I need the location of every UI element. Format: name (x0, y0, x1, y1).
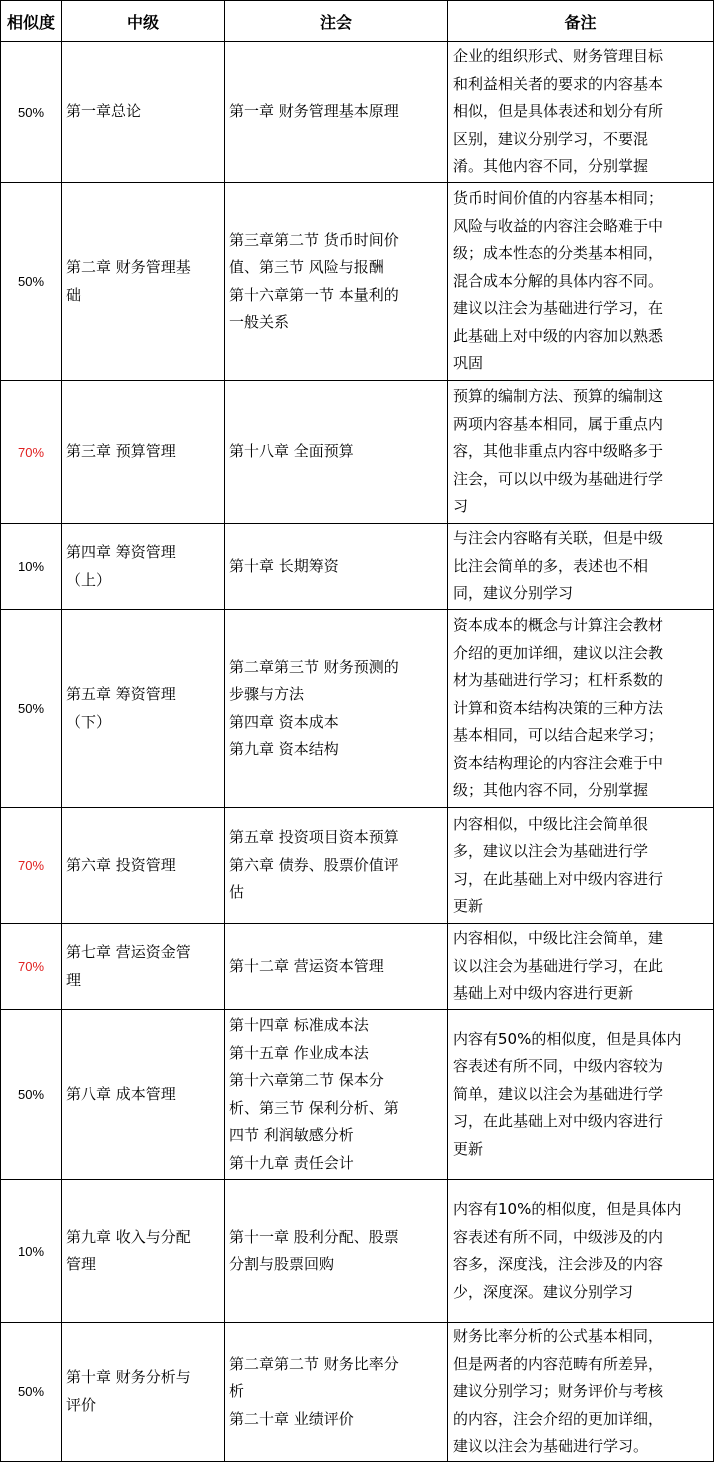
cell-line: 但是两者的内容范畴有所差异， (453, 1354, 664, 1373)
cell-line: 计算和资本结构决策的三种方法 (453, 698, 664, 717)
cpa-chapter-cell (225, 610, 448, 808)
cell-line: 风险与收益的内容注会略难于中 (453, 216, 664, 235)
table-row (1, 183, 714, 381)
cell-line: 区别，建议分别学习，不要混 (453, 129, 649, 148)
cell-line: 货币时间价值的内容基本相同； (453, 189, 664, 208)
cell-line: 第四章 资本成本 (229, 712, 339, 731)
header-intermediate: 中级 (62, 1, 225, 42)
table-row (1, 1180, 714, 1323)
cell-line: 第一章总论 (66, 102, 142, 121)
header-notes: 备注 (448, 1, 714, 42)
intermediate-chapter-cell (62, 381, 225, 524)
cell-line: 介绍的更加详细，建议以注会教 (453, 643, 664, 662)
notes-cell (448, 610, 714, 808)
cell-line: （下） (66, 712, 112, 731)
cell-line: 第十五章 作业成本法 (229, 1043, 369, 1062)
intermediate-chapter-cell (62, 42, 225, 183)
cpa-chapter-cell (225, 1323, 448, 1462)
cell-line: 第十章 财务分析与 (66, 1368, 191, 1387)
similarity-cell: 50% (1, 183, 62, 381)
similarity-cell: 50% (1, 42, 62, 183)
notes-cell (448, 524, 714, 610)
similarity-cell: 70% (1, 924, 62, 1010)
notes-cell (448, 183, 714, 381)
cell-line: 第十四章 标准成本法 (229, 1016, 369, 1034)
notes-cell (448, 1010, 714, 1180)
cell-line: 级；其他内容不同，分别掌握 (453, 781, 649, 800)
intermediate-chapter-cell (62, 808, 225, 924)
cell-line: 第五章 筹资管理 (66, 685, 176, 703)
table-row (1, 1323, 714, 1462)
cell-line: 第十二章 营运资本管理 (229, 956, 384, 975)
cell-line: 巩固 (453, 354, 484, 373)
cell-line: 内容相似，中级比注会简单很 (453, 814, 649, 833)
intermediate-chapter-cell (62, 924, 225, 1010)
cell-line: 第十章 长期筹资 (229, 556, 339, 575)
cell-line: 比注会简单的多，表述也不相 (453, 556, 649, 575)
cell-line: 基础上对中级内容进行更新 (453, 984, 634, 1003)
cell-line: 建议分别学习；财务评价与考核 (453, 1382, 664, 1400)
similarity-cell: 70% (1, 808, 62, 924)
cell-line: 多，建议以注会为基础进行学 (453, 842, 649, 860)
cell-line: 习，在此基础上对中级内容进行 (453, 869, 664, 888)
similarity-cell: 10% (1, 1180, 62, 1323)
intermediate-chapter-cell (62, 1323, 225, 1462)
cell-line: 理 (66, 970, 82, 989)
cell-line: 分割与股票回购 (229, 1255, 335, 1273)
cell-line: 建议以注会为基础进行学习，在 (453, 299, 664, 318)
cpa-chapter-cell (225, 183, 448, 381)
cell-line: 容表述有所不同，中级内容较为 (453, 1057, 664, 1076)
cpa-chapter-cell (225, 1010, 448, 1180)
cell-line: 此基础上对中级的内容加以熟悉 (453, 326, 664, 345)
cell-line: 一般关系 (229, 313, 290, 331)
cell-line: 第六章 投资管理 (66, 855, 176, 874)
cell-line: 建议以注会为基础进行学习。 (453, 1437, 649, 1455)
cell-line: 混合成本分解的具体内容不同。 (453, 271, 664, 290)
table-row (1, 610, 714, 808)
cell-line: 第六章 债券、股票价值评 (229, 855, 399, 874)
cpa-chapter-cell (225, 924, 448, 1010)
similarity-cell: 50% (1, 1323, 62, 1462)
cell-line: 少，深度深。建议分别学习 (453, 1282, 634, 1301)
notes-cell (448, 924, 714, 1010)
cell-line: 第二十章 业绩评价 (229, 1409, 354, 1428)
cell-line: 更新 (453, 897, 484, 915)
table-row (1, 1010, 714, 1180)
intermediate-chapter-cell (62, 183, 225, 381)
cell-line: 内容有10%的相似度，但是具体内 (453, 1200, 682, 1218)
header-row (1, 1, 714, 42)
cell-line: 评价 (66, 1395, 97, 1414)
notes-cell (448, 1180, 714, 1323)
cpa-chapter-cell (225, 1180, 448, 1323)
header-cpa: 注会 (225, 1, 448, 42)
cell-line: 第九章 收入与分配 (66, 1227, 191, 1246)
cell-line: 步骤与方法 (229, 685, 305, 703)
notes-cell (448, 381, 714, 524)
cell-line: 析 (229, 1382, 245, 1400)
cell-line: 第十一章 股利分配、股票 (229, 1227, 399, 1246)
intermediate-chapter-cell (62, 524, 225, 610)
similarity-cell: 10% (1, 524, 62, 610)
cpa-chapter-cell (225, 42, 448, 183)
cell-line: 第九章 资本结构 (229, 740, 339, 758)
cell-line: 相似，但是具体表述和划分有所 (453, 102, 664, 121)
intermediate-chapter-cell (62, 610, 225, 808)
cell-line: 容，其他非重点内容中级略多于 (453, 442, 664, 461)
cell-line: 淆。其他内容不同，分别掌握 (453, 157, 649, 176)
cell-line: 值、第三节 风险与报酬 (229, 258, 384, 276)
similarity-cell: 50% (1, 610, 62, 808)
cell-line: 第四章 筹资管理 (66, 543, 176, 561)
cell-line: 企业的组织形式、财务管理目标 (453, 47, 664, 66)
cell-line: 和利益相关者的要求的内容基本 (453, 74, 664, 93)
cell-line: 第二章第二节 财务比率分 (229, 1354, 399, 1373)
intermediate-chapter-cell (62, 1010, 225, 1180)
cell-line: 预算的编制方法、预算的编制这 (453, 387, 664, 406)
cell-line: 基本相同，可以结合起来学习； (453, 726, 664, 745)
cell-line: 第三章第二节 货币时间价 (229, 230, 399, 249)
cell-line: 第三章 预算管理 (66, 442, 176, 461)
cell-line: 同，建议分别学习 (453, 584, 574, 603)
cell-line: 第十六章第二节 保本分 (229, 1071, 384, 1089)
cell-line: 两项内容基本相同，属于重点内 (453, 414, 664, 433)
table-row (1, 381, 714, 524)
cell-line: 第八章 成本管理 (66, 1084, 176, 1103)
table-row (1, 524, 714, 610)
notes-cell (448, 808, 714, 924)
cell-line: 础 (66, 285, 82, 304)
cell-line: 内容有50%的相似度，但是具体内 (453, 1029, 682, 1048)
cell-line: 财务比率分析的公式基本相同， (453, 1327, 664, 1345)
similarity-cell: 50% (1, 1010, 62, 1180)
cpa-chapter-cell (225, 524, 448, 610)
cell-line: 第十八章 全面预算 (229, 442, 354, 461)
cell-line: 议以注会为基础进行学习，在此 (453, 956, 664, 975)
cell-line: 资本成本的概念与计算注会教材 (453, 616, 664, 635)
cell-line: 的内容，注会介绍的更加详细， (453, 1409, 664, 1428)
cell-line: 更新 (453, 1139, 484, 1158)
cell-line: （上） (66, 570, 112, 589)
cell-line: 第五章 投资项目资本预算 (229, 828, 399, 847)
cell-line: 第一章 财务管理基本原理 (229, 102, 399, 121)
cell-line: 与注会内容略有关联，但是中级 (453, 529, 664, 548)
notes-cell (448, 1323, 714, 1462)
table-row (1, 924, 714, 1010)
cell-line: 材为基础进行学习；杠杆系数的 (453, 671, 664, 690)
cell-line: 四节 利润敏感分析 (229, 1126, 354, 1144)
cell-line: 第十六章第一节 本量利的 (229, 285, 399, 304)
cell-line: 第七章 营运资金管 (66, 943, 191, 961)
header-similarity: 相似度 (1, 1, 62, 42)
cpa-chapter-cell (225, 808, 448, 924)
cell-line: 注会，可以以中级为基础进行学 (453, 469, 664, 488)
table-row (1, 808, 714, 924)
cell-line: 容表述有所不同，中级涉及的内 (453, 1227, 664, 1246)
notes-cell (448, 42, 714, 183)
similarity-cell: 70% (1, 381, 62, 524)
cell-line: 资本结构理论的内容注会难于中 (453, 753, 664, 772)
cell-line: 内容相似，中级比注会简单，建 (453, 929, 664, 948)
cell-line: 级；成本性态的分类基本相同， (453, 244, 664, 263)
cell-line: 习 (453, 497, 469, 516)
cell-line: 第二章第三节 财务预测的 (229, 657, 399, 676)
cell-line: 第十九章 责任会计 (229, 1153, 354, 1172)
cell-line: 习，在此基础上对中级内容进行 (453, 1112, 664, 1131)
cell-line: 容多，深度浅，注会涉及的内容 (453, 1255, 664, 1273)
intermediate-chapter-cell (62, 1180, 225, 1323)
cell-line: 析、第三节 保利分析、第 (229, 1098, 399, 1117)
table-row (1, 42, 714, 183)
cell-line: 第二章 财务管理基 (66, 258, 191, 276)
cell-line: 估 (229, 883, 245, 902)
table-body (1, 42, 714, 1462)
cell-line: 管理 (66, 1255, 97, 1273)
cpa-chapter-cell (225, 381, 448, 524)
cell-line: 简单，建议以注会为基础进行学 (453, 1084, 664, 1103)
